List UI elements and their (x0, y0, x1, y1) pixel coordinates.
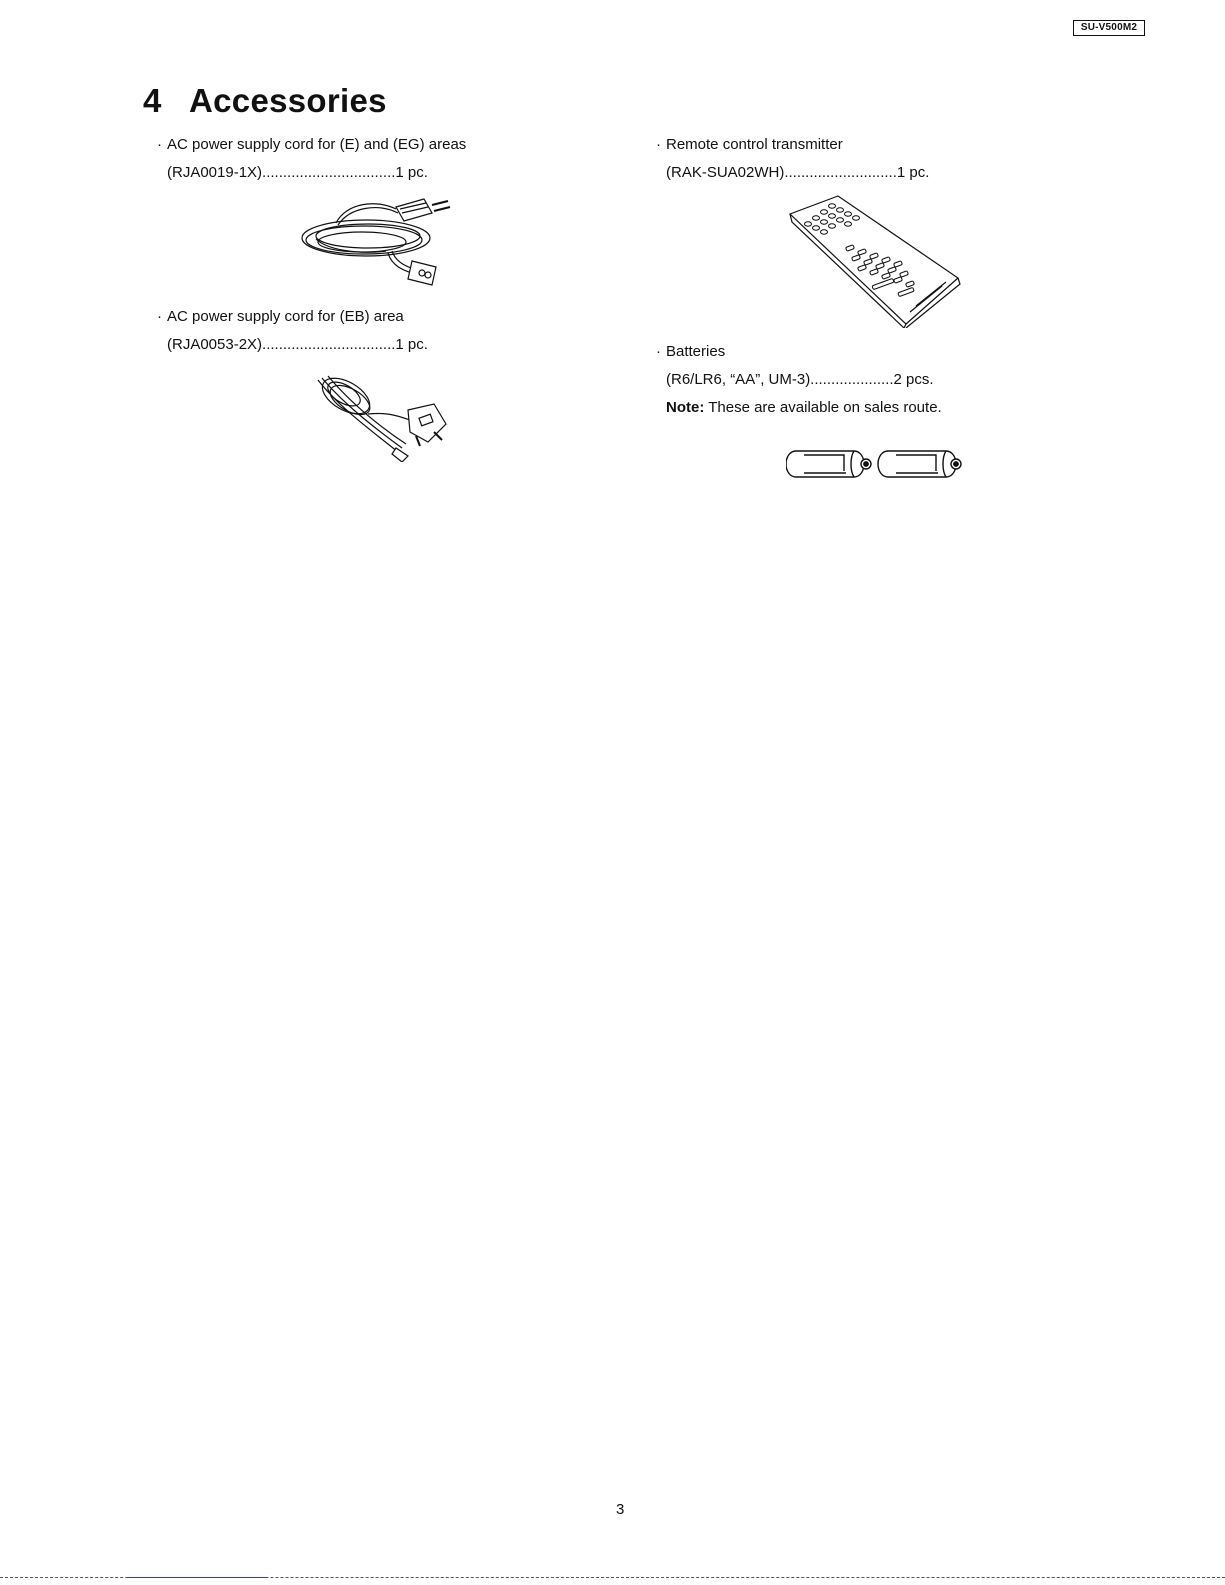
accessory-desc-remote (656, 136, 843, 154)
accessory-part-uk-cord: (RJA0053-2X)................................1 pc. (167, 336, 428, 353)
bullet: · (157, 308, 162, 325)
model-tag: SU-V500M2 (1073, 20, 1145, 36)
accessory-desc-text: Batteries (666, 343, 726, 360)
accessory-desc-text: AC power supply cord for (EB) area (167, 308, 404, 325)
bullet: · (656, 343, 661, 360)
section-title (143, 82, 387, 120)
bullet: · (656, 136, 661, 153)
note-label: Note: (666, 399, 705, 416)
section-number: 4 (143, 82, 162, 119)
accessory-part-batteries: (R6/LR6, “AA”, UM-3)....................2 pcs. (666, 371, 934, 388)
section-heading: Accessories (189, 82, 387, 119)
accessory-desc-eu-cord (157, 136, 466, 154)
uk-power-cord-icon (298, 366, 448, 462)
note-text: These are available on sales route. (704, 399, 942, 416)
bottom-link-marker (127, 1577, 267, 1578)
accessory-desc-batteries (656, 343, 725, 361)
page-number: 3 (616, 1501, 625, 1518)
accessory-part-remote: (RAK-SUA02WH)...........................1 pc. (666, 164, 930, 181)
accessory-desc-text: AC power supply cord for (E) and (EG) areas (167, 136, 467, 153)
remote-control-icon (786, 192, 964, 328)
aa-batteries-icon (786, 447, 962, 481)
eu-power-cord-icon (296, 193, 456, 291)
batteries-note (666, 399, 942, 417)
accessory-desc-text: Remote control transmitter (666, 136, 843, 153)
accessory-part-eu-cord: (RJA0019-1X)................................1 pc. (167, 164, 428, 181)
accessory-desc-uk-cord (157, 308, 404, 326)
bullet: · (157, 136, 162, 153)
